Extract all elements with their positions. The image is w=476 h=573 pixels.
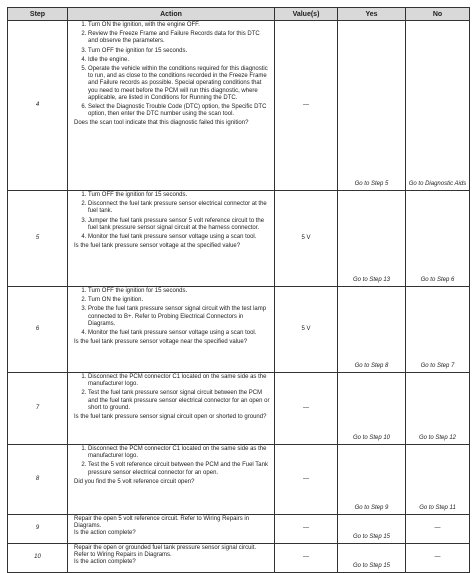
action-item: 2. Test the fuel tank pressure sensor signal circuit between the PCM and the fuel tank pressure sensor electrical connector for an open or short to ground. xyxy=(88,390,274,412)
yes-cell: Go to Step 15 xyxy=(338,544,406,573)
value-cell: — xyxy=(275,544,338,573)
action-item: 6. Select the Diagnostic Trouble Code (DTC) option, the Specific DTC option, then enter the DTC number using the scan tool. xyxy=(88,104,274,118)
action-list xyxy=(68,446,274,477)
value-cell: 5 V xyxy=(275,287,338,373)
table-row xyxy=(8,287,470,373)
step-number: 8 xyxy=(8,445,68,515)
value-cell: — xyxy=(275,373,338,445)
no-cell: Go to Step 7 xyxy=(406,287,470,373)
action-item: 2. Test the 5 volt reference circuit between the PCM and the Fuel Tank pressure sensor electrical connector for an open. xyxy=(88,462,274,476)
header-values: Value(s) xyxy=(275,8,338,21)
action-item: 1. Disconnect the PCM connector C1 located on the same side as the manufacturer logo. xyxy=(88,446,274,460)
no-cell: Go to Step 6 xyxy=(406,191,470,287)
step-number: 4 xyxy=(8,21,68,191)
action-item: 3. Probe the fuel tank pressure sensor signal circuit with the test lamp connected to B+. Refer to Probing Electrical Connectors in Diagrams. xyxy=(88,306,274,328)
table-row xyxy=(8,21,470,191)
action-item: 1. Turn OFF the ignition for 15 seconds. xyxy=(88,192,274,199)
action-text: Repair the open or grounded fuel tank pressure sensor signal circuit. Refer to Wiring Repairs in Diagrams. xyxy=(74,545,257,559)
action-item: 4. Monitor the fuel tank pressure sensor voltage using a scan tool. xyxy=(88,234,274,241)
action-item: 2. Turn ON the ignition. xyxy=(88,297,274,304)
table-row xyxy=(8,515,470,544)
table-row xyxy=(8,191,470,287)
yes-cell: Go to Step 10 xyxy=(338,373,406,445)
action-question: Is the fuel tank pressure sensor voltage near the specified value? xyxy=(74,339,248,346)
no-cell: Go to Step 12 xyxy=(406,373,470,445)
action-list xyxy=(68,288,274,337)
yes-cell: Go to Step 8 xyxy=(338,287,406,373)
action-question: Is the action complete? xyxy=(74,530,136,537)
value-cell: — xyxy=(275,515,338,544)
action-text: Repair the open 5 volt reference circuit. Refer to Wiring Repairs in Diagrams. xyxy=(74,516,250,530)
action-item: 4. Monitor the fuel tank pressure sensor voltage using a scan tool. xyxy=(88,330,274,337)
value-cell: — xyxy=(275,445,338,515)
action-cell xyxy=(68,191,275,287)
table-row xyxy=(8,373,470,445)
diagnostic-table-page xyxy=(7,7,469,573)
header-step: Step xyxy=(8,8,68,21)
yes-cell: Go to Step 15 xyxy=(338,515,406,544)
action-question: Is the action complete? xyxy=(74,559,136,566)
action-question: Does the scan tool indicate that this diagnostic failed this ignition? xyxy=(74,120,249,127)
action-cell xyxy=(68,515,275,544)
action-question: Is the fuel tank pressure sensor signal circuit open or shorted to ground? xyxy=(74,414,267,421)
table-row xyxy=(8,445,470,515)
action-item: 3. Turn OFF the ignition for 15 seconds. xyxy=(88,48,274,55)
action-item: 1. Disconnect the PCM connector C1 located on the same side as the manufacturer logo. xyxy=(88,374,274,388)
value-cell: 5 V xyxy=(275,191,338,287)
yes-cell: Go to Step 13 xyxy=(338,191,406,287)
step-number: 5 xyxy=(8,191,68,287)
action-item: 2. Disconnect the fuel tank pressure sensor electrical connector at the fuel tank. xyxy=(88,201,274,215)
yes-cell: Go to Step 5 xyxy=(338,21,406,191)
action-cell xyxy=(68,287,275,373)
no-cell: — xyxy=(406,544,470,573)
action-item: 3. Jumper the fuel tank pressure sensor 5 volt reference circuit to the fuel tank pressure sensor signal circuit at the harness connector. xyxy=(88,218,274,232)
step-number: 6 xyxy=(8,287,68,373)
no-cell: — xyxy=(406,515,470,544)
action-item: 1. Turn OFF the ignition for 15 seconds. xyxy=(88,288,274,295)
no-cell: Go to Diagnostic Aids xyxy=(406,21,470,191)
action-cell xyxy=(68,544,275,573)
action-item: 1. Turn ON the ignition, with the engine OFF. xyxy=(88,22,274,29)
action-list xyxy=(68,22,274,118)
action-item: 5. Operate the vehicle within the conditions required for this diagnostic to run, and as close to the conditions recorded in the Freeze Frame and Failure records as possible. Special operating conditions that you need to meet before the PCM will run this diagnostic, where applicable, are listed in Conditions for Running the DTC. xyxy=(88,66,274,102)
header-row xyxy=(8,8,470,21)
value-cell: — xyxy=(275,21,338,191)
diagnostic-table xyxy=(7,7,470,573)
yes-cell: Go to Step 9 xyxy=(338,445,406,515)
action-list xyxy=(68,374,274,412)
table-row xyxy=(8,544,470,573)
action-cell xyxy=(68,445,275,515)
header-no: No xyxy=(406,8,470,21)
step-number: 10 xyxy=(8,544,68,573)
step-number: 7 xyxy=(8,373,68,445)
step-number: 9 xyxy=(8,515,68,544)
no-cell: Go to Step 11 xyxy=(406,445,470,515)
action-item: 4. Idle the engine. xyxy=(88,57,274,64)
action-cell xyxy=(68,373,275,445)
header-action: Action xyxy=(68,8,275,21)
action-list xyxy=(68,192,274,241)
action-question: Is the fuel tank pressure sensor voltage at the specified value? xyxy=(74,243,241,250)
header-yes: Yes xyxy=(338,8,406,21)
action-cell xyxy=(68,21,275,191)
action-question: Did you find the 5 volt reference circuit open? xyxy=(74,478,195,485)
action-item: 2. Review the Freeze Frame and Failure Records data for this DTC and observe the parameters. xyxy=(88,31,274,45)
